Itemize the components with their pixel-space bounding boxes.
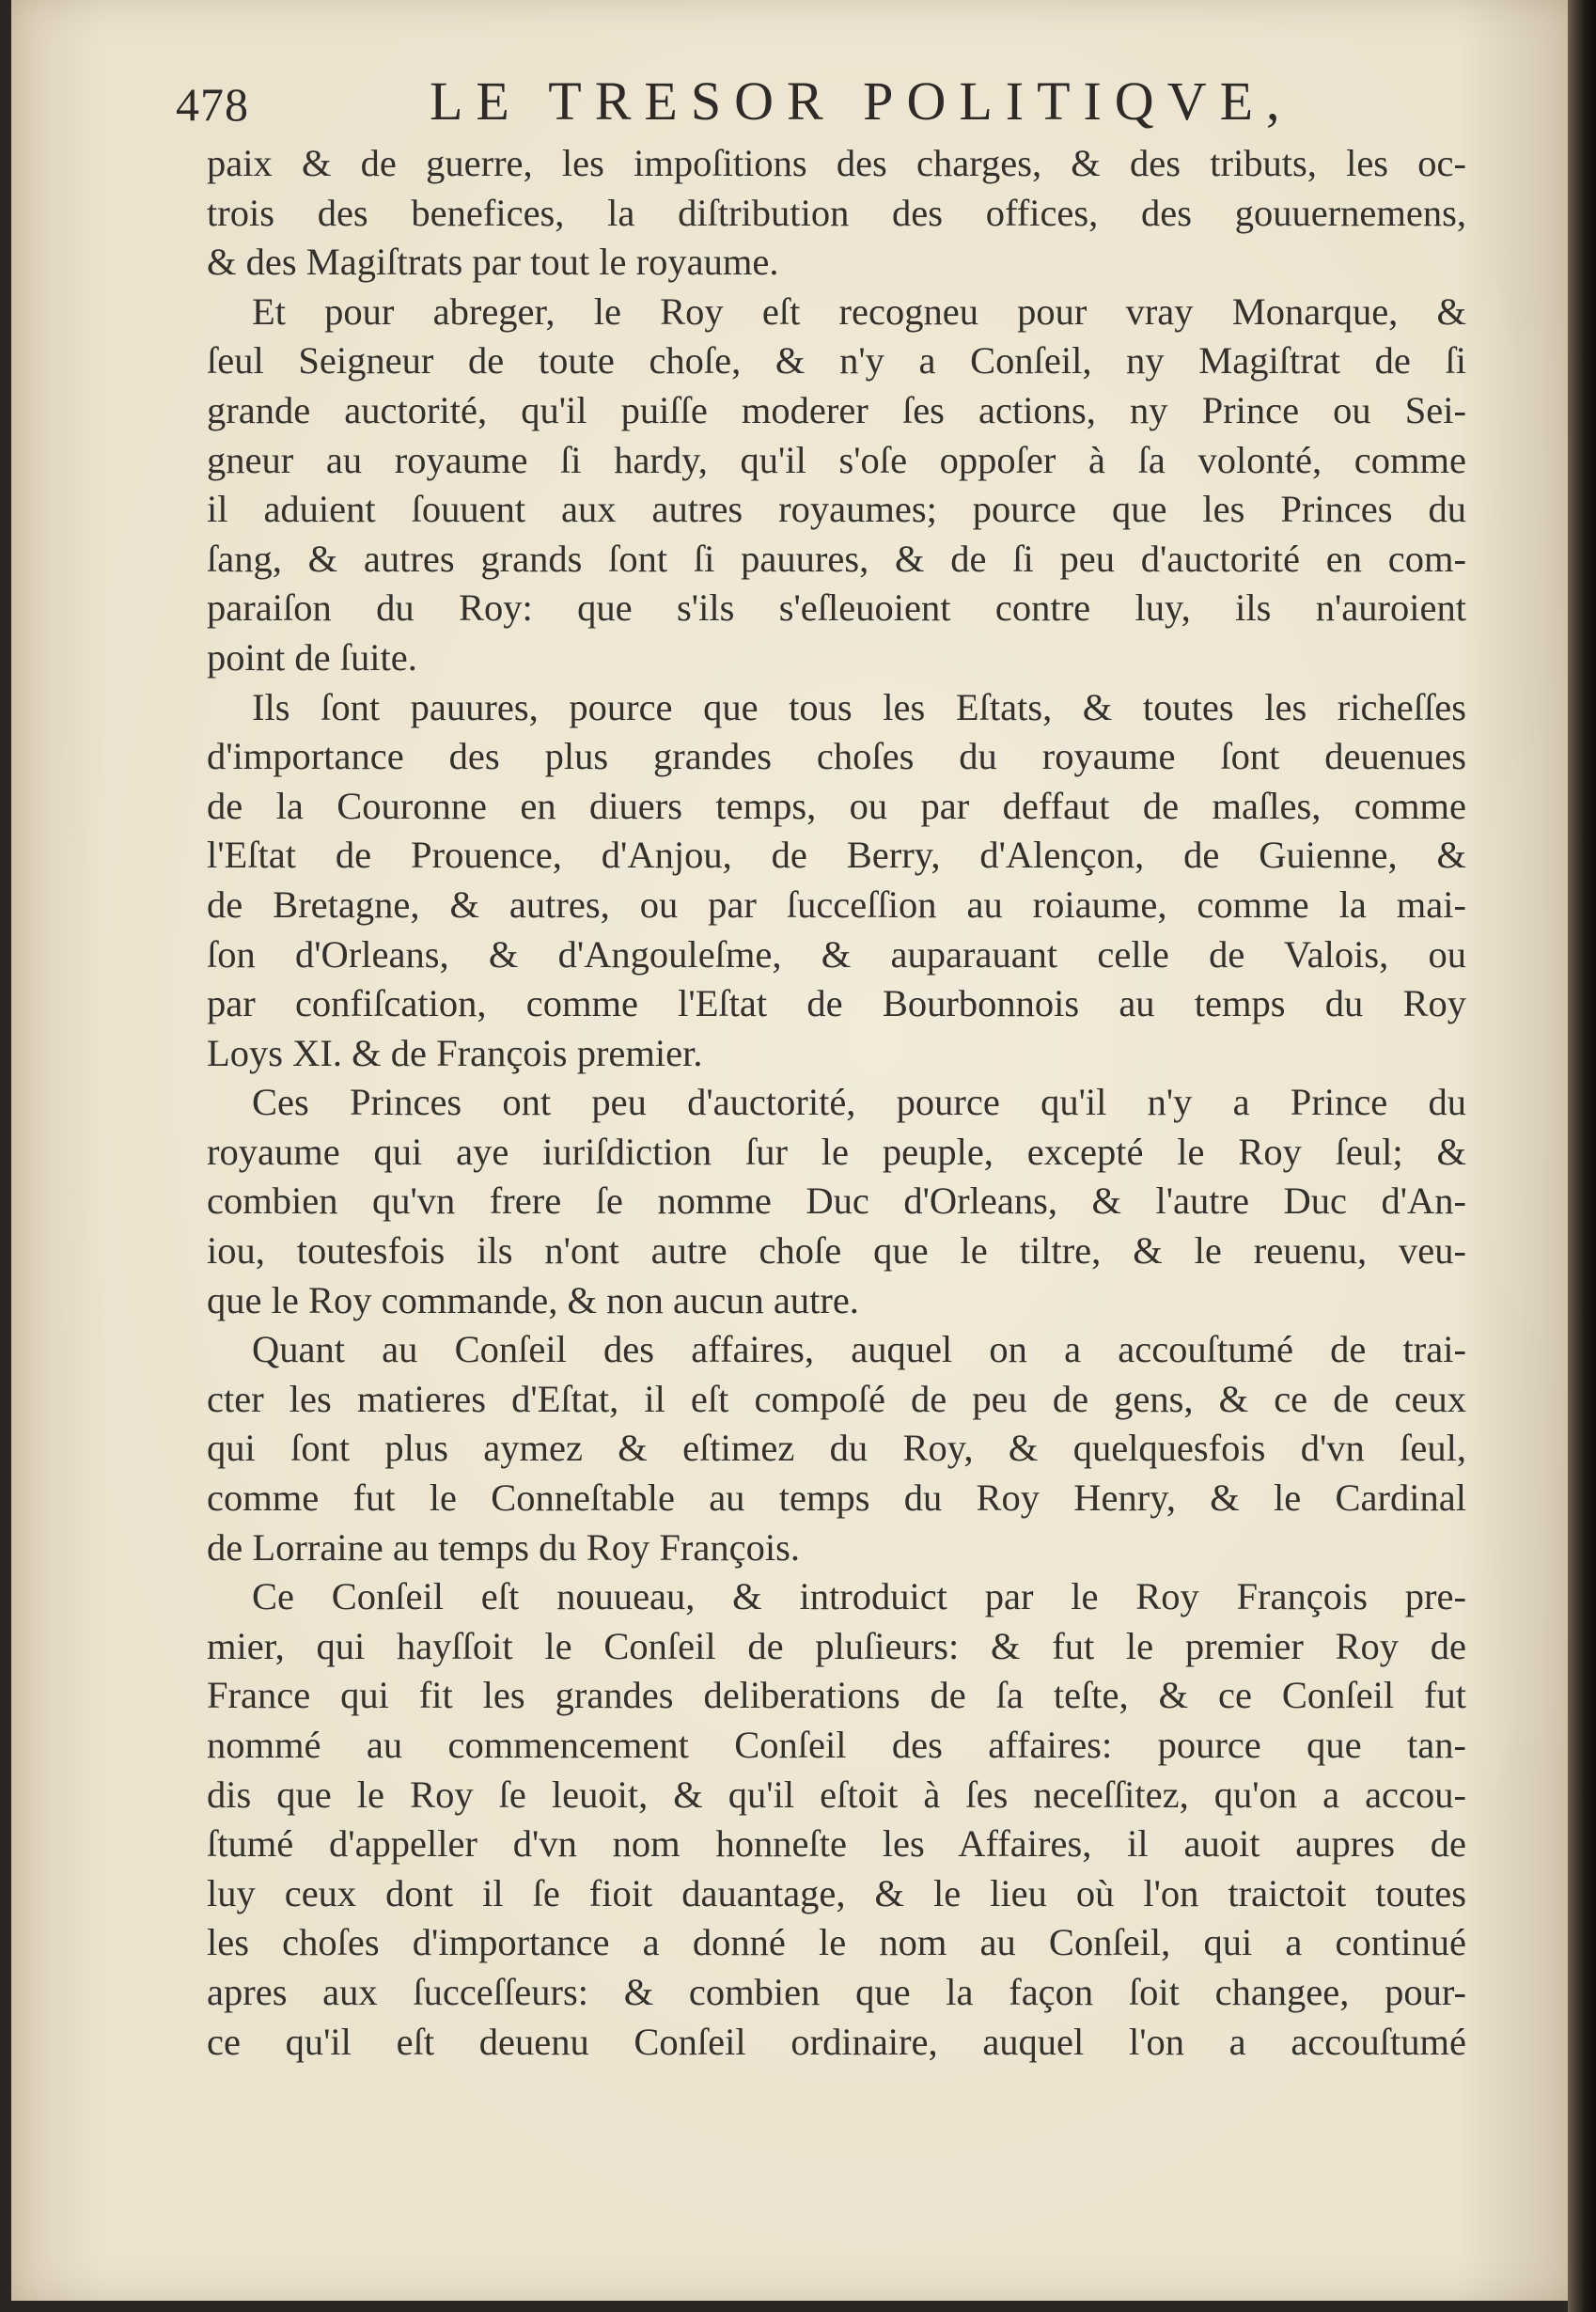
text-line: royaume qui aye iuriſdiction ſur le peuple, excepté le Roy ſeul; & xyxy=(207,1130,1466,1173)
text-line: luy ceux dont il ſe fioit dauantage, & le lieu où l'on traictoit toutes xyxy=(207,1871,1466,1914)
text-line: nommé au commencement Conſeil des affaires: pource que tan- xyxy=(207,1724,1466,1766)
text-line: trois des benefices, la diſtribution des offices, des gouuernemens, xyxy=(207,191,1466,234)
running-title: LE TRESOR POLITIQVE, xyxy=(430,70,1293,132)
text-line: Ils ſont pauures, pource que tous les Eſtats, & toutes les richeſſes xyxy=(252,685,1466,728)
text-line: dis que le Roy ſe leuoit, & qu'il eſtoit à ſes neceſſitez, qu'on a accou- xyxy=(207,1773,1466,1816)
text-line: combien qu'vn frere ſe nomme Duc d'Orleans, & l'autre Duc d'An- xyxy=(207,1179,1466,1223)
page-header xyxy=(166,66,1416,132)
text-line: paix & de guerre, les impoſitions des charges, & des tributs, les oc- xyxy=(207,142,1466,184)
text-line: il aduient ſouuent aux autres royaumes; pource que les Princes du xyxy=(207,488,1466,531)
text-line: ſang, & autres grands ſont ſi pauures, & de ſi peu d'auctorité en com- xyxy=(207,537,1466,580)
text-line: ſon d'Orleans, & d'Angouleſme, & auparauant celle de Valois, ou xyxy=(207,932,1466,976)
text-line: ſeul Seigneur de toute choſe, & n'y a Conſeil, ny Magiſtrat de ſi xyxy=(207,339,1466,383)
text-line: ce qu'il eſt deuenu Conſeil ordinaire, auquel l'on a accouſtumé xyxy=(207,2020,1466,2063)
text-line: d'importance des plus grandes choſes du royaume ſont deuenues xyxy=(207,735,1466,778)
text-line: grande auctorité, qu'il puiſſe moderer ſes actions, ny Prince ou Sei- xyxy=(207,388,1466,431)
text-line: mier, qui hayſſoit le Conſeil de pluſieurs: & fut le premier Roy de xyxy=(207,1624,1466,1667)
text-line: France qui fit les grandes deliberations de ſa teſte, & ce Conſeil fut xyxy=(207,1674,1466,1717)
text-line: iou, toutesfois ils n'ont autre choſe que le tiltre, & le reuenu, veu- xyxy=(207,1229,1466,1273)
text-line: par confiſcation, comme l'Eſtat de Bourbonnois au temps du Roy xyxy=(207,982,1466,1025)
page-number: 478 xyxy=(176,78,249,131)
text-line: & des Magiſtrats par tout le royaume. xyxy=(207,241,779,284)
text-line: qui ſont plus aymez & eſtimez du Roy, & quelquesfois d'vn ſeul, xyxy=(207,1427,1466,1470)
text-line: l'Eſtat de Prouence, d'Anjou, de Berry, d'Alençon, de Guienne, & xyxy=(207,834,1466,877)
book-page xyxy=(11,0,1583,2301)
text-line: de Bretagne, & autres, ou par ſucceſſion au roiaume, comme la mai- xyxy=(207,883,1466,926)
body-text xyxy=(207,139,1466,2067)
page-edge-shadow xyxy=(1568,0,1596,2312)
text-line: que le Roy commande, & non aucun autre. xyxy=(207,1278,859,1321)
paragraph xyxy=(207,1572,1466,2067)
text-line: Loys XI. & de François premier. xyxy=(207,1031,703,1074)
paragraph xyxy=(207,683,1466,1079)
text-line: paraiſon du Roy: que s'ils s'eſleuoient contre luy, ils n'auroient xyxy=(207,586,1466,630)
text-line: les choſes d'importance a donné le nom au Conſeil, qui a continué xyxy=(207,1921,1466,1964)
text-line: ſtumé d'appeller d'vn nom honneſte les Affaires, il auoit aupres de xyxy=(207,1822,1466,1866)
text-line: gneur au royaume ſi hardy, qu'il s'oſe oppoſer à ſa volonté, comme xyxy=(207,438,1466,481)
text-line: point de ſuite. xyxy=(207,635,417,679)
text-line: Ces Princes ont peu d'auctorité, pource qu'il n'y a Prince du xyxy=(252,1081,1466,1124)
text-line: comme fut le Conneſtable au temps du Roy Henry, & le Cardinal xyxy=(207,1476,1466,1520)
text-line: Et pour abreger, le Roy eſt recogneu pour vray Monarque, & xyxy=(252,289,1466,333)
text-line: apres aux ſucceſſeurs: & combien que la façon ſoit changee, pour- xyxy=(207,1970,1466,2013)
paragraph xyxy=(207,1325,1466,1572)
paragraph xyxy=(207,288,1466,683)
text-line: de Lorraine au temps du Roy François. xyxy=(207,1525,800,1569)
text-line: cter les matieres d'Eſtat, il eſt compoſé de peu de gens, & ce de ceux xyxy=(207,1377,1466,1420)
paragraph xyxy=(207,1078,1466,1325)
text-line: Ce Conſeil eſt nouueau, & introduict par le Roy François pre- xyxy=(252,1575,1466,1618)
text-line: Quant au Conſeil des affaires, auquel on a accouſtumé de trai- xyxy=(252,1328,1466,1371)
text-line: de la Couronne en diuers temps, ou par deffaut de maſles, comme xyxy=(207,784,1466,827)
paragraph xyxy=(207,139,1466,288)
